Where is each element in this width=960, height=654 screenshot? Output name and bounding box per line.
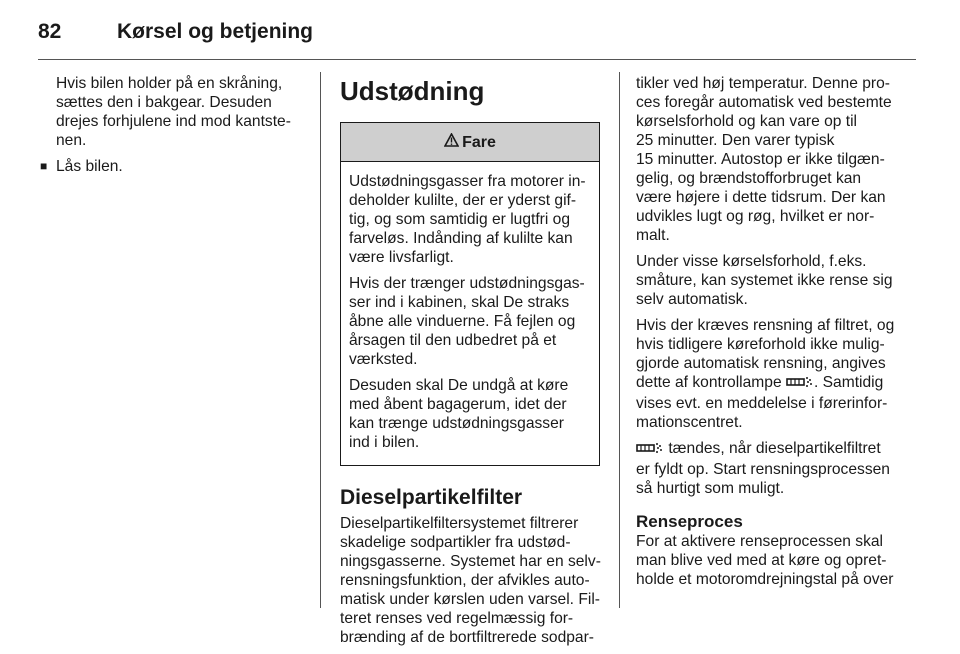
danger-box xyxy=(340,122,600,466)
text-line: ningsgasserne. Systemet har en selv- xyxy=(340,553,601,570)
warning-triangle-icon xyxy=(444,133,459,152)
text-line: matisk under kørslen uden varsel. Fil- xyxy=(340,591,600,608)
text-line: 25 minutter. Den varer typisk xyxy=(636,132,835,149)
text-line: være livsfarligt. xyxy=(349,249,454,266)
text-line: så hurtigt som muligt. xyxy=(636,480,785,497)
text-line: Dieselpartikelfiltersystemet filtrerer xyxy=(340,515,579,532)
danger-body xyxy=(341,162,599,465)
text-line: ser ind i kabinen, skal De straks xyxy=(349,294,570,311)
diesel-particle-filter-icon xyxy=(636,441,664,460)
text-line-with-icon xyxy=(636,373,906,394)
section-heading-exhaust: Udstødning xyxy=(340,76,485,106)
text-line: sættes den i bakgear. Desuden xyxy=(56,94,272,111)
text-line: vises evt. en meddelelse i førerinfor- xyxy=(636,395,888,412)
column-3 xyxy=(636,74,906,596)
text-line: hvis tidligere køreforhold ikke mulig- xyxy=(636,336,885,353)
text-line: ind i bilen. xyxy=(349,434,420,451)
text-line: årsagen til den udbedret på et xyxy=(349,332,557,349)
text-line: tikler ved høj temperatur. Denne pro- xyxy=(636,75,890,92)
dpf-continued-paragraph xyxy=(636,74,906,245)
text-line: åbne alle vinduerne. Få fejlen og xyxy=(349,313,576,330)
section-heading-dpf: Dieselpartikelfilter xyxy=(340,486,523,509)
text-line: tig, og som samtidig er lugtfri og xyxy=(349,211,571,228)
text-line: kørselsforhold og kan vare op til xyxy=(636,113,858,130)
dpf-paragraph xyxy=(340,514,602,647)
diesel-particle-filter-icon xyxy=(786,375,814,394)
text-line: holde et motoromdrejningstal på over xyxy=(636,571,894,588)
text-segment: . Samtidig xyxy=(813,374,884,391)
text-line: gelig, og brændstofforbruget kan xyxy=(636,170,862,187)
danger-header xyxy=(341,123,599,162)
cleaning-paragraph xyxy=(636,532,906,589)
text-line: Udstødningsgasser fra motorer in- xyxy=(349,173,586,190)
text-segment: tændes, når dieselpartikelfiltret xyxy=(664,440,881,457)
text-line: skadelige sodpartikler fra udstød- xyxy=(340,534,571,551)
text-line: Hvis der trænger udstødningsgas- xyxy=(349,275,585,292)
text-line: Hvis der kræves rensning af filtret, og xyxy=(636,317,895,334)
warning-lamp-paragraph xyxy=(636,316,906,432)
chapter-title: Kørsel og betjening xyxy=(117,20,314,43)
text-line: Desuden skal De undgå at køre xyxy=(349,377,569,394)
danger-paragraph xyxy=(349,376,591,452)
column-divider-right xyxy=(619,72,620,608)
text-line-with-icon xyxy=(636,439,906,460)
text-line: malt. xyxy=(636,227,670,244)
text-line: teret renses ved regelmæssig for- xyxy=(340,610,574,627)
text-line: værksted. xyxy=(349,351,418,368)
text-line: brænding af de bortfiltrerede sodpar- xyxy=(340,629,594,646)
text-line: selv automatisk. xyxy=(636,291,748,308)
text-line: kan trænge udstødningsgasser xyxy=(349,415,564,432)
text-line: småture, kan systemet ikke rense sig xyxy=(636,272,893,289)
square-bullet-icon: ■ xyxy=(40,159,48,173)
column-divider-left xyxy=(320,72,321,608)
text-line: For at aktivere renseprocessen skal xyxy=(636,533,884,550)
text-line: man blive ved med at køre og opret- xyxy=(636,552,887,569)
text-segment: dette af kontrollampe xyxy=(636,374,782,391)
column-1 xyxy=(40,74,306,176)
header-rule xyxy=(38,59,916,60)
column-2 xyxy=(340,74,602,654)
section-heading-cleaning: Renseproces xyxy=(636,512,743,531)
text-line: ces foregår automatisk ved bestemte xyxy=(636,94,892,111)
danger-paragraph xyxy=(349,172,591,267)
text-line: Under visse kørselsforhold, f.eks. xyxy=(636,253,867,270)
text-line: mationscentret. xyxy=(636,414,743,431)
text-line: Hvis bilen holder på en skråning, xyxy=(56,75,283,92)
filter-full-paragraph xyxy=(636,439,906,498)
text-line: deholder kulilte, der er yderst gif- xyxy=(349,192,577,209)
text-line: gjorde automatisk rensning, angives xyxy=(636,355,886,372)
text-line: 15 minutter. Autostop er ikke tilgæn- xyxy=(636,151,885,168)
text-line: farveløs. Indånding af kulilte kan xyxy=(349,230,573,247)
text-line: rensningsfunktion, der afvikles auto- xyxy=(340,572,590,589)
parking-paragraph xyxy=(40,74,306,150)
text-line: nen. xyxy=(56,132,87,149)
bullet-item xyxy=(40,157,306,176)
text-line: udvikles lugt og røg, hvilket er nor- xyxy=(636,208,875,225)
text-line: er fyldt op. Start rensningsprocessen xyxy=(636,461,890,478)
text-line: med åbent bagagerum, idet der xyxy=(349,396,567,413)
text-line: drejes forhjulene ind mod kantste- xyxy=(56,113,291,130)
page-header xyxy=(0,0,960,62)
bullet-text: Lås bilen. xyxy=(56,158,123,175)
conditions-paragraph xyxy=(636,252,906,309)
text-line: være højere i dette tidsrum. Der kan xyxy=(636,189,886,206)
danger-paragraph xyxy=(349,274,591,369)
danger-title: Fare xyxy=(462,133,496,151)
page-number: 82 xyxy=(38,20,62,43)
